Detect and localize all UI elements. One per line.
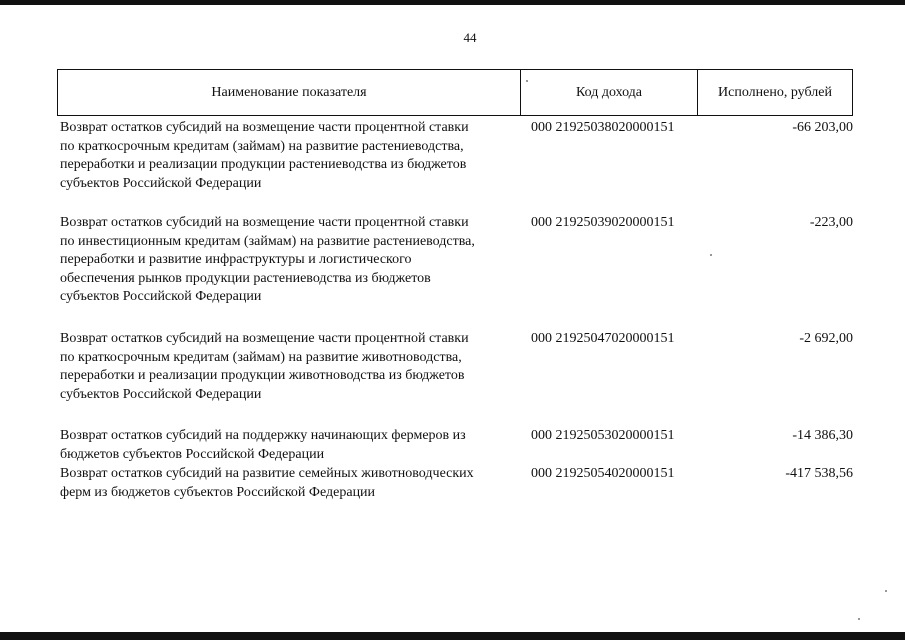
row-executed: -223,00 [809, 215, 853, 230]
scan-speck [885, 590, 887, 592]
scan-speck [526, 80, 528, 82]
scan-bottom-border [0, 632, 905, 640]
row-code: 000 21925038020000151 [531, 120, 675, 135]
row-executed: -2 692,00 [799, 331, 853, 346]
row-code: 000 21925047020000151 [531, 331, 675, 346]
scan-speck [858, 618, 860, 620]
row-name: Возврат остатков субсидий на развитие семейных животноводческих ферм из бюджетов субъектов Российской Федерации [60, 466, 474, 500]
row-code: 000 21925053020000151 [531, 428, 675, 443]
row-code: 000 21925054020000151 [531, 466, 675, 481]
scan-speck [710, 254, 712, 256]
row-name: Возврат остатков субсидий на возмещение части процентной ставки по инвестиционным кредитам (займам) на развитие растениеводства, переработки и развитие инфраструктуры и логистического обеспечения рынков продукции растениеводства из бюджетов субъектов Российской Федерации [60, 215, 475, 304]
row-name: Возврат остатков субсидий на возмещение части процентной ставки по краткосрочным кредитам (займам) на развитие растениеводства, переработки и реализации продукции растениеводства из бюджетов субъектов Российской Федерации [60, 120, 469, 191]
header-executed: Исполнено, рублей [718, 84, 832, 100]
row-executed: -66 203,00 [792, 120, 853, 135]
header-code: Код дохода [521, 70, 698, 115]
row-executed: -417 538,56 [785, 466, 853, 481]
header-name: Наименование показателя [58, 70, 521, 115]
row-name: Возврат остатков субсидий на возмещение части процентной ставки по краткосрочным кредитам (займам) на развитие животноводства, переработки и реализации продукции животноводства из бюджетов субъектов Российской Федерации [60, 331, 469, 402]
row-executed: -14 386,30 [792, 428, 853, 443]
row-name: Возврат остатков субсидий на поддержку начинающих фермеров из бюджетов субъектов Российской Федерации [60, 428, 466, 462]
row-code: 000 21925039020000151 [531, 215, 675, 230]
scan-top-border [0, 0, 905, 5]
page-number: 44 [463, 30, 477, 45]
table-header [57, 69, 853, 116]
